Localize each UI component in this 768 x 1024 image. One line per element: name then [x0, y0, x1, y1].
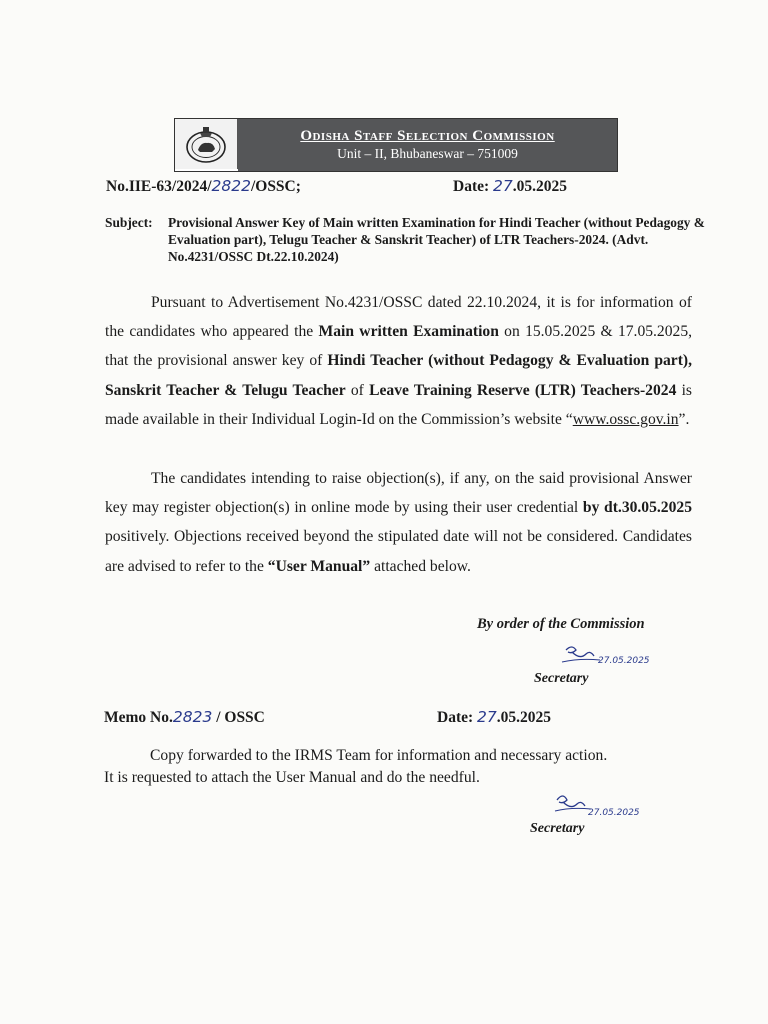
organization-name: Odisha Staff Selection Commission — [300, 128, 555, 144]
subject-text: Provisional Answer Key of Main written Examination for Hindi Teacher (without Pedagogy & Evaluation part), Telugu Teacher & Sanskrit Teacher) of LTR Teachers-2024. (Advt. No.4231/OSSC Dt.22.10.2024) — [168, 215, 705, 264]
memo-suffix: / OSSC — [212, 709, 265, 726]
banner-text — [238, 119, 617, 171]
ref-date-suffix: .05.2025 — [512, 178, 568, 195]
ref-number-handwritten: 2822 — [211, 177, 251, 195]
p2-text-c: positively. Objections received beyond the stipulated date will not be considered. Candidates are advised to refer to the — [105, 528, 692, 575]
ref-date-label: Date: — [453, 178, 494, 195]
p1-bold-ltr: Leave Training Reserve (LTR) Teachers-2024 — [369, 381, 677, 399]
memo-date — [437, 708, 551, 727]
p1-text-c: on 15.05.2025 & 17.05.2025, that the provisional answer key of — [105, 323, 693, 370]
p1-text-g: is made available in their Individual Login-Id on the Commission’s website “ — [105, 381, 692, 428]
p1-text-a: Pursuant to Advertisement No.4231/OSSC dated 22.10.2024, it is for information of the candidates who appeared the — [105, 294, 692, 341]
memo-prefix: Memo No. — [104, 709, 173, 726]
p2-bold-user-manual: “User Manual” — [267, 557, 371, 575]
memo-date-suffix: .05.2025 — [496, 709, 552, 726]
body-paragraph-1 — [105, 288, 692, 434]
p2-bold-deadline: by dt.30.05.2025 — [582, 499, 692, 517]
p1-text-e: of — [345, 381, 370, 399]
reference-number — [106, 177, 301, 196]
signature-2-date: 27.05.2025 — [588, 808, 640, 818]
p1-text-i: ”. — [678, 410, 690, 428]
p1-bold-exam: Main written Examination — [318, 323, 499, 341]
memo-line-1: Copy forwarded to the IRMS Team for information and necessary action. — [150, 747, 608, 764]
organization-unit: Unit – II, Bhubaneswar – 751009 — [337, 146, 518, 161]
ref-date-handwritten: 27 — [493, 177, 513, 195]
letterhead-banner — [174, 118, 618, 172]
reference-date — [453, 177, 567, 196]
p2-text-e: attached below. — [370, 557, 471, 575]
subject-label: Subject: — [105, 215, 153, 230]
memo-text — [104, 745, 690, 789]
memo-date-handwritten: 27 — [477, 708, 497, 726]
signature-1-date: 27.05.2025 — [598, 656, 650, 666]
subject-block — [105, 214, 705, 265]
body-paragraph-2 — [105, 464, 692, 581]
memo-number-handwritten: 2823 — [172, 708, 213, 726]
secretary-label-2: Secretary — [530, 821, 585, 836]
odisha-emblem-icon — [175, 119, 238, 169]
memo-number — [104, 708, 265, 727]
p2-text-a: The candidates intending to raise objection(s), if any, on the said provisional Answer key may register objection(s) in online mode by using their user credential — [105, 470, 692, 517]
website-link[interactable]: www.ossc.gov.in — [572, 410, 679, 428]
ref-number-suffix: /OSSC; — [250, 178, 301, 195]
memo-line-2: It is requested to attach the User Manual and do the needful. — [104, 769, 480, 786]
ref-number-prefix: No.IIE-63/2024/ — [106, 178, 212, 195]
secretary-label-1: Secretary — [534, 671, 589, 686]
memo-date-label: Date: — [437, 709, 478, 726]
p1-bold-posts: Hindi Teacher (without Pedagogy & Evaluation part), Sanskrit Teacher & Telugu Teacher — [105, 352, 692, 399]
by-order-text: By order of the Commission — [477, 616, 645, 632]
